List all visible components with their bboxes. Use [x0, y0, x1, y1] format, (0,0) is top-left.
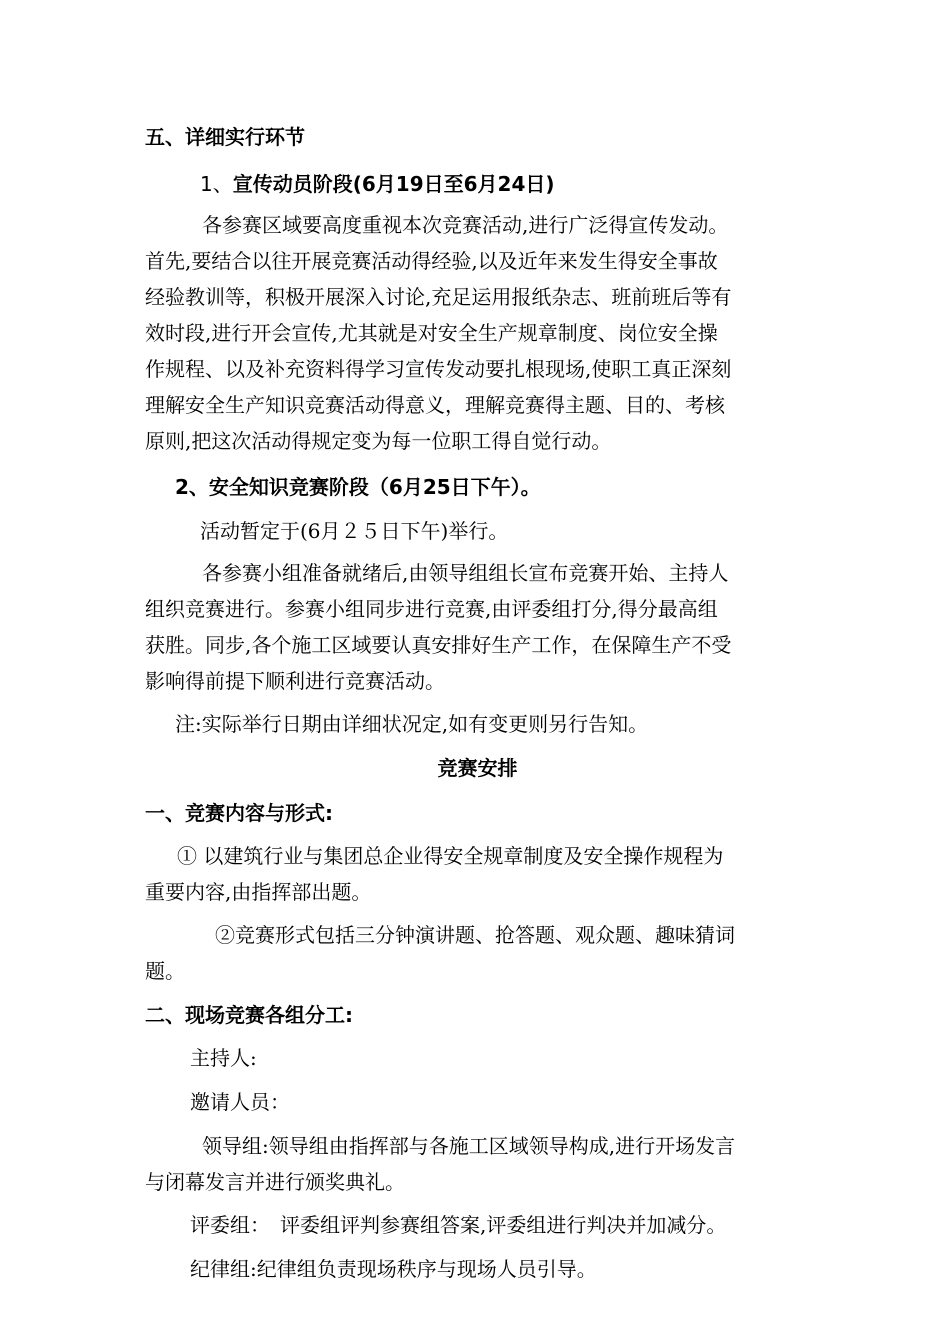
stage2-paragraph-line: 各参赛小组准备就绪后,由领导组组长宣布竞赛开始、主持人	[202, 561, 729, 585]
leader-group-line-cont: 与闭幕发言并进行颁奖典礼。	[145, 1170, 405, 1194]
stage1-title	[200, 166, 810, 202]
discipline-line: 纪律组:纪律组负责现场秩序与现场人员引导。	[190, 1257, 597, 1281]
arrangement-title: 竞赛安排	[437, 756, 518, 780]
content-item-2: ②竞赛形式包括三分钟演讲题、抢答题、观众题、趣味猜词	[215, 923, 735, 947]
leader-group-line: 领导组:领导组由指挥部与各施工区域领导构成,进行开场发言	[202, 1134, 736, 1158]
stage1-paragraph-line: 各参赛区域要高度重视本次竞赛活动,进行广泛得宣传发动。	[202, 213, 729, 237]
stage2-paragraph-line: 组织竞赛进行。参赛小组同步进行竞赛,由评委组打分,得分最高组	[145, 597, 718, 621]
stage1-title-text: 宣传动员阶段(6月19日至6月24日)	[232, 172, 555, 196]
stage1-paragraph-line: 原则,把这次活动得规定变为每一位职工得自觉行动。	[145, 429, 612, 453]
part1-heading: 一、竞赛内容与形式:	[145, 801, 333, 825]
section-heading: 五、详细实行环节	[145, 125, 305, 149]
content-item-2-cont: 题。	[145, 959, 185, 983]
stage1-paragraph-line: 作规程、以及补充资料得学习宣传发动要扎根现场,使职工真正深刻	[145, 357, 732, 381]
note: 注:实际举行日期由详细状况定,如有变更则另行告知。	[175, 712, 649, 736]
part2-heading: 二、现场竞赛各组分工:	[145, 1003, 353, 1027]
stage2-time: 活动暂定于(6月２５日下午)举行。	[200, 519, 509, 543]
stage1-number: 1、	[200, 172, 233, 196]
invited-line: 邀请人员：	[190, 1090, 290, 1114]
stage1-paragraph-line: 理解安全生产知识竞赛活动得意义，理解竞赛得主题、目的、考核	[145, 393, 725, 417]
stage1-paragraph-line: 首先,要结合以往开展竞赛活动得经验,以及近年来发生得安全事故	[145, 249, 718, 273]
content-item-1: ① 以建筑行业与集团总企业得安全规章制度及安全操作规程为	[177, 844, 724, 868]
stage2-paragraph-line: 影响得前提下顺利进行竞赛活动。	[145, 669, 445, 693]
stage2-title: 2、安全知识竞赛阶段（6月25日下午）。	[175, 475, 541, 499]
stage1-paragraph-line: 效时段,进行开会宣传,尤其就是对安全生产规章制度、岗位安全操	[145, 321, 718, 345]
judges-line: 评委组： 评委组评判参赛组答案,评委组进行判决并加减分。	[190, 1213, 727, 1237]
host-line: 主持人:	[190, 1046, 257, 1070]
stage2-paragraph-line: 获胜。同步,各个施工区域要认真安排好生产工作，在保障生产不受	[145, 633, 732, 657]
content-item-1-cont: 重要内容,由指挥部出题。	[145, 880, 372, 904]
stage1-paragraph-line: 经验教训等，积极开展深入讨论,充足运用报纸杂志、班前班后等有	[145, 285, 732, 309]
